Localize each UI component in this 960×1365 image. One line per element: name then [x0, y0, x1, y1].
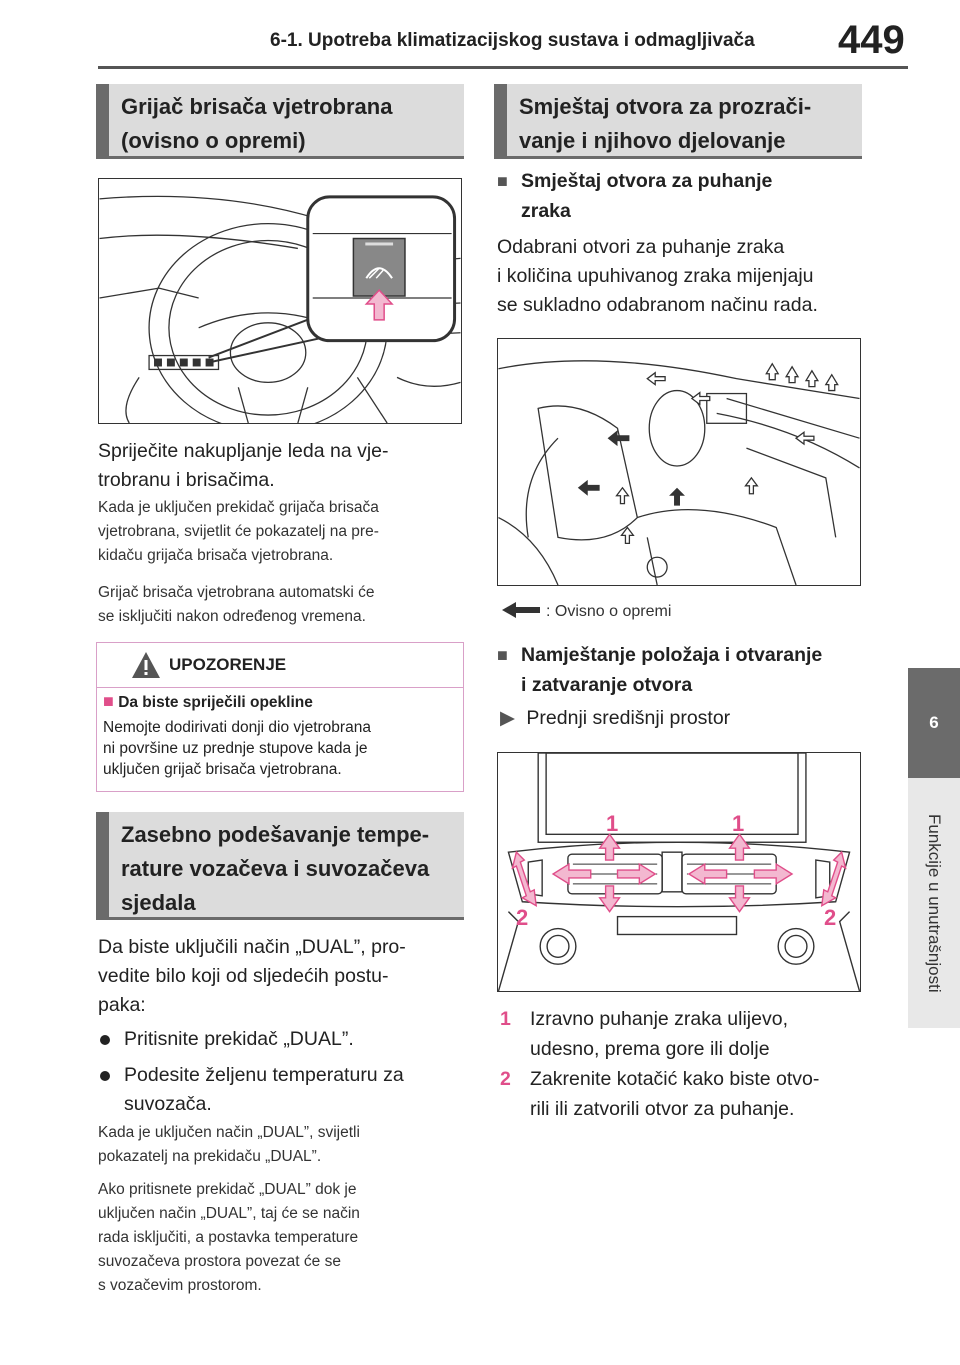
- text-line: Zakrenite kotačić kako biste otvo-: [530, 1068, 820, 1090]
- note-auto-off: [98, 581, 375, 629]
- chapter-number-tab: 6: [908, 668, 960, 778]
- item-number-2: 2: [500, 1068, 511, 1090]
- section-title-line: rature vozačeva i suvozačeva: [121, 856, 430, 881]
- note-dual-off: [98, 1178, 360, 1298]
- text-line: trobranu i brisačima.: [98, 469, 275, 491]
- chapter-title: Funkcije u unutrašnjosti: [925, 813, 944, 993]
- paragraph-vents-mode: [497, 233, 818, 320]
- text-line: rada isključiti, a postavka temperature: [98, 1229, 359, 1246]
- item-turn-wheel: [530, 1064, 819, 1124]
- square-bullet-icon: ■: [103, 691, 114, 711]
- cabin-airflow-illustration: [497, 338, 861, 586]
- section-title-line: vanje i njihovo djelovanje: [519, 128, 786, 153]
- warning-title: UPOZORENJE: [169, 655, 287, 674]
- text-line: suvozača.: [124, 1093, 212, 1115]
- center-vents-illustration: [497, 752, 861, 992]
- text-line: kidaču grijača brisača vjetrobrana.: [98, 547, 334, 564]
- section-title-dual-temp: [96, 812, 464, 920]
- text-line: Namještanje položaja i otvaranje: [521, 644, 823, 666]
- paragraph-dual-mode: [98, 933, 406, 1020]
- section-title-line: Zasebno podešavanje tempe-: [121, 822, 430, 847]
- text-line: Da biste spriječili opekline: [118, 694, 313, 711]
- arrow-item-front-center: [500, 704, 730, 733]
- callout-1-right: 1: [732, 811, 745, 836]
- callout-1-left: 1: [606, 811, 619, 836]
- triangle-arrow-icon: ▶: [500, 707, 515, 729]
- note-dual-indicator: [98, 1121, 360, 1169]
- text-line: vjetrobrana, svijetlit će pokazatelj na pre-: [98, 523, 379, 540]
- paragraph-prevent-ice: [98, 437, 389, 495]
- text-line: s vozačevim prostorom.: [98, 1277, 262, 1294]
- text-line: Odabrani otvori za puhanje zraka: [497, 236, 785, 258]
- text-line: zraka: [521, 200, 571, 222]
- warning-box: [96, 642, 464, 792]
- item-direct-air: [530, 1004, 788, 1064]
- optional-arrow-icon: [500, 600, 542, 620]
- text-line: udesno, prema gore ili dolje: [530, 1038, 770, 1060]
- section-title-wiper-heater: [96, 84, 464, 159]
- callout-2-right: 2: [824, 905, 837, 930]
- square-bullet-icon: ■: [497, 645, 508, 665]
- text-line: Kada je uključen prekidač grijača brisača: [98, 499, 379, 516]
- text-line: rili ili zatvorili otvor za puhanje.: [530, 1098, 795, 1120]
- square-bullet-icon: ■: [497, 171, 508, 191]
- text-line: Spriječite nakupljanje leda na vje-: [98, 440, 389, 462]
- text-line: uključen način „DUAL”, taj će se način: [98, 1205, 360, 1222]
- bullet-dot-icon: [100, 1071, 110, 1081]
- text-line: Da biste uključili način „DUAL”, pro-: [98, 936, 406, 958]
- section-title-line: Smještaj otvora za prozrači-: [519, 94, 812, 119]
- section-title-vents: [494, 84, 862, 159]
- text-line: Pritisnite prekidač „DUAL”.: [124, 1028, 354, 1050]
- text-line: Izravno puhanje zraka ulijevo,: [530, 1008, 788, 1030]
- text-line: paka:: [98, 994, 146, 1016]
- running-header: 6-1. Upotreba klimatizacijskog sustava i odmagljivača: [270, 30, 755, 51]
- dashboard-switch-illustration: [98, 178, 462, 424]
- text-line: pokazatelj na prekidaču „DUAL”.: [98, 1148, 322, 1165]
- text-line: se isključiti nakon određenog vremena.: [98, 608, 366, 625]
- section-title-line: sjedala: [121, 890, 196, 915]
- text-line: Kada je uključen način „DUAL”, svijetli: [98, 1124, 360, 1141]
- text-line: ni površine uz prednje stupove kada je: [103, 740, 368, 757]
- text-line: vedite bilo koji od sljedećih postu-: [98, 965, 389, 987]
- callout-2-left: 2: [516, 905, 529, 930]
- text-line: Nemojte dodirivati donji dio vjetrobrana: [103, 719, 371, 736]
- text-line: Grijač brisača vjetrobrana automatski će: [98, 584, 375, 601]
- text-line: se sukladno odabranom načinu rada.: [497, 294, 818, 316]
- text-line: Prednji središnji prostor: [526, 707, 731, 729]
- legend-equipment: : Ovisno o opremi: [546, 603, 672, 620]
- note-indicator: [98, 496, 379, 568]
- item-number-1: 1: [500, 1008, 511, 1030]
- text-line: Ako pritisnete prekidač „DUAL” dok je: [98, 1181, 357, 1198]
- warning-header: [97, 643, 463, 688]
- section-title-line: Grijač brisača vjetrobrana: [121, 94, 393, 119]
- text-line: Smještaj otvora za puhanje: [521, 170, 773, 192]
- text-line: i zatvaranje otvora: [521, 674, 693, 696]
- text-line: Podesite željenu temperaturu za: [124, 1064, 404, 1086]
- header-rule: [98, 66, 908, 69]
- warning-body: [103, 717, 371, 780]
- text-line: i količina upuhivanog zraka mijenjaju: [497, 265, 814, 287]
- page-number: 449: [838, 18, 905, 62]
- warning-triangle-icon: [131, 651, 161, 679]
- text-line: uključen grijač brisača vjetrobrana.: [103, 761, 342, 778]
- warning-subtitle: [103, 691, 313, 712]
- text-line: suvozačeva prostora povezat će se: [98, 1253, 341, 1270]
- bullet-dot-icon: [100, 1035, 110, 1045]
- section-title-line: (ovisno o opremi): [121, 128, 306, 153]
